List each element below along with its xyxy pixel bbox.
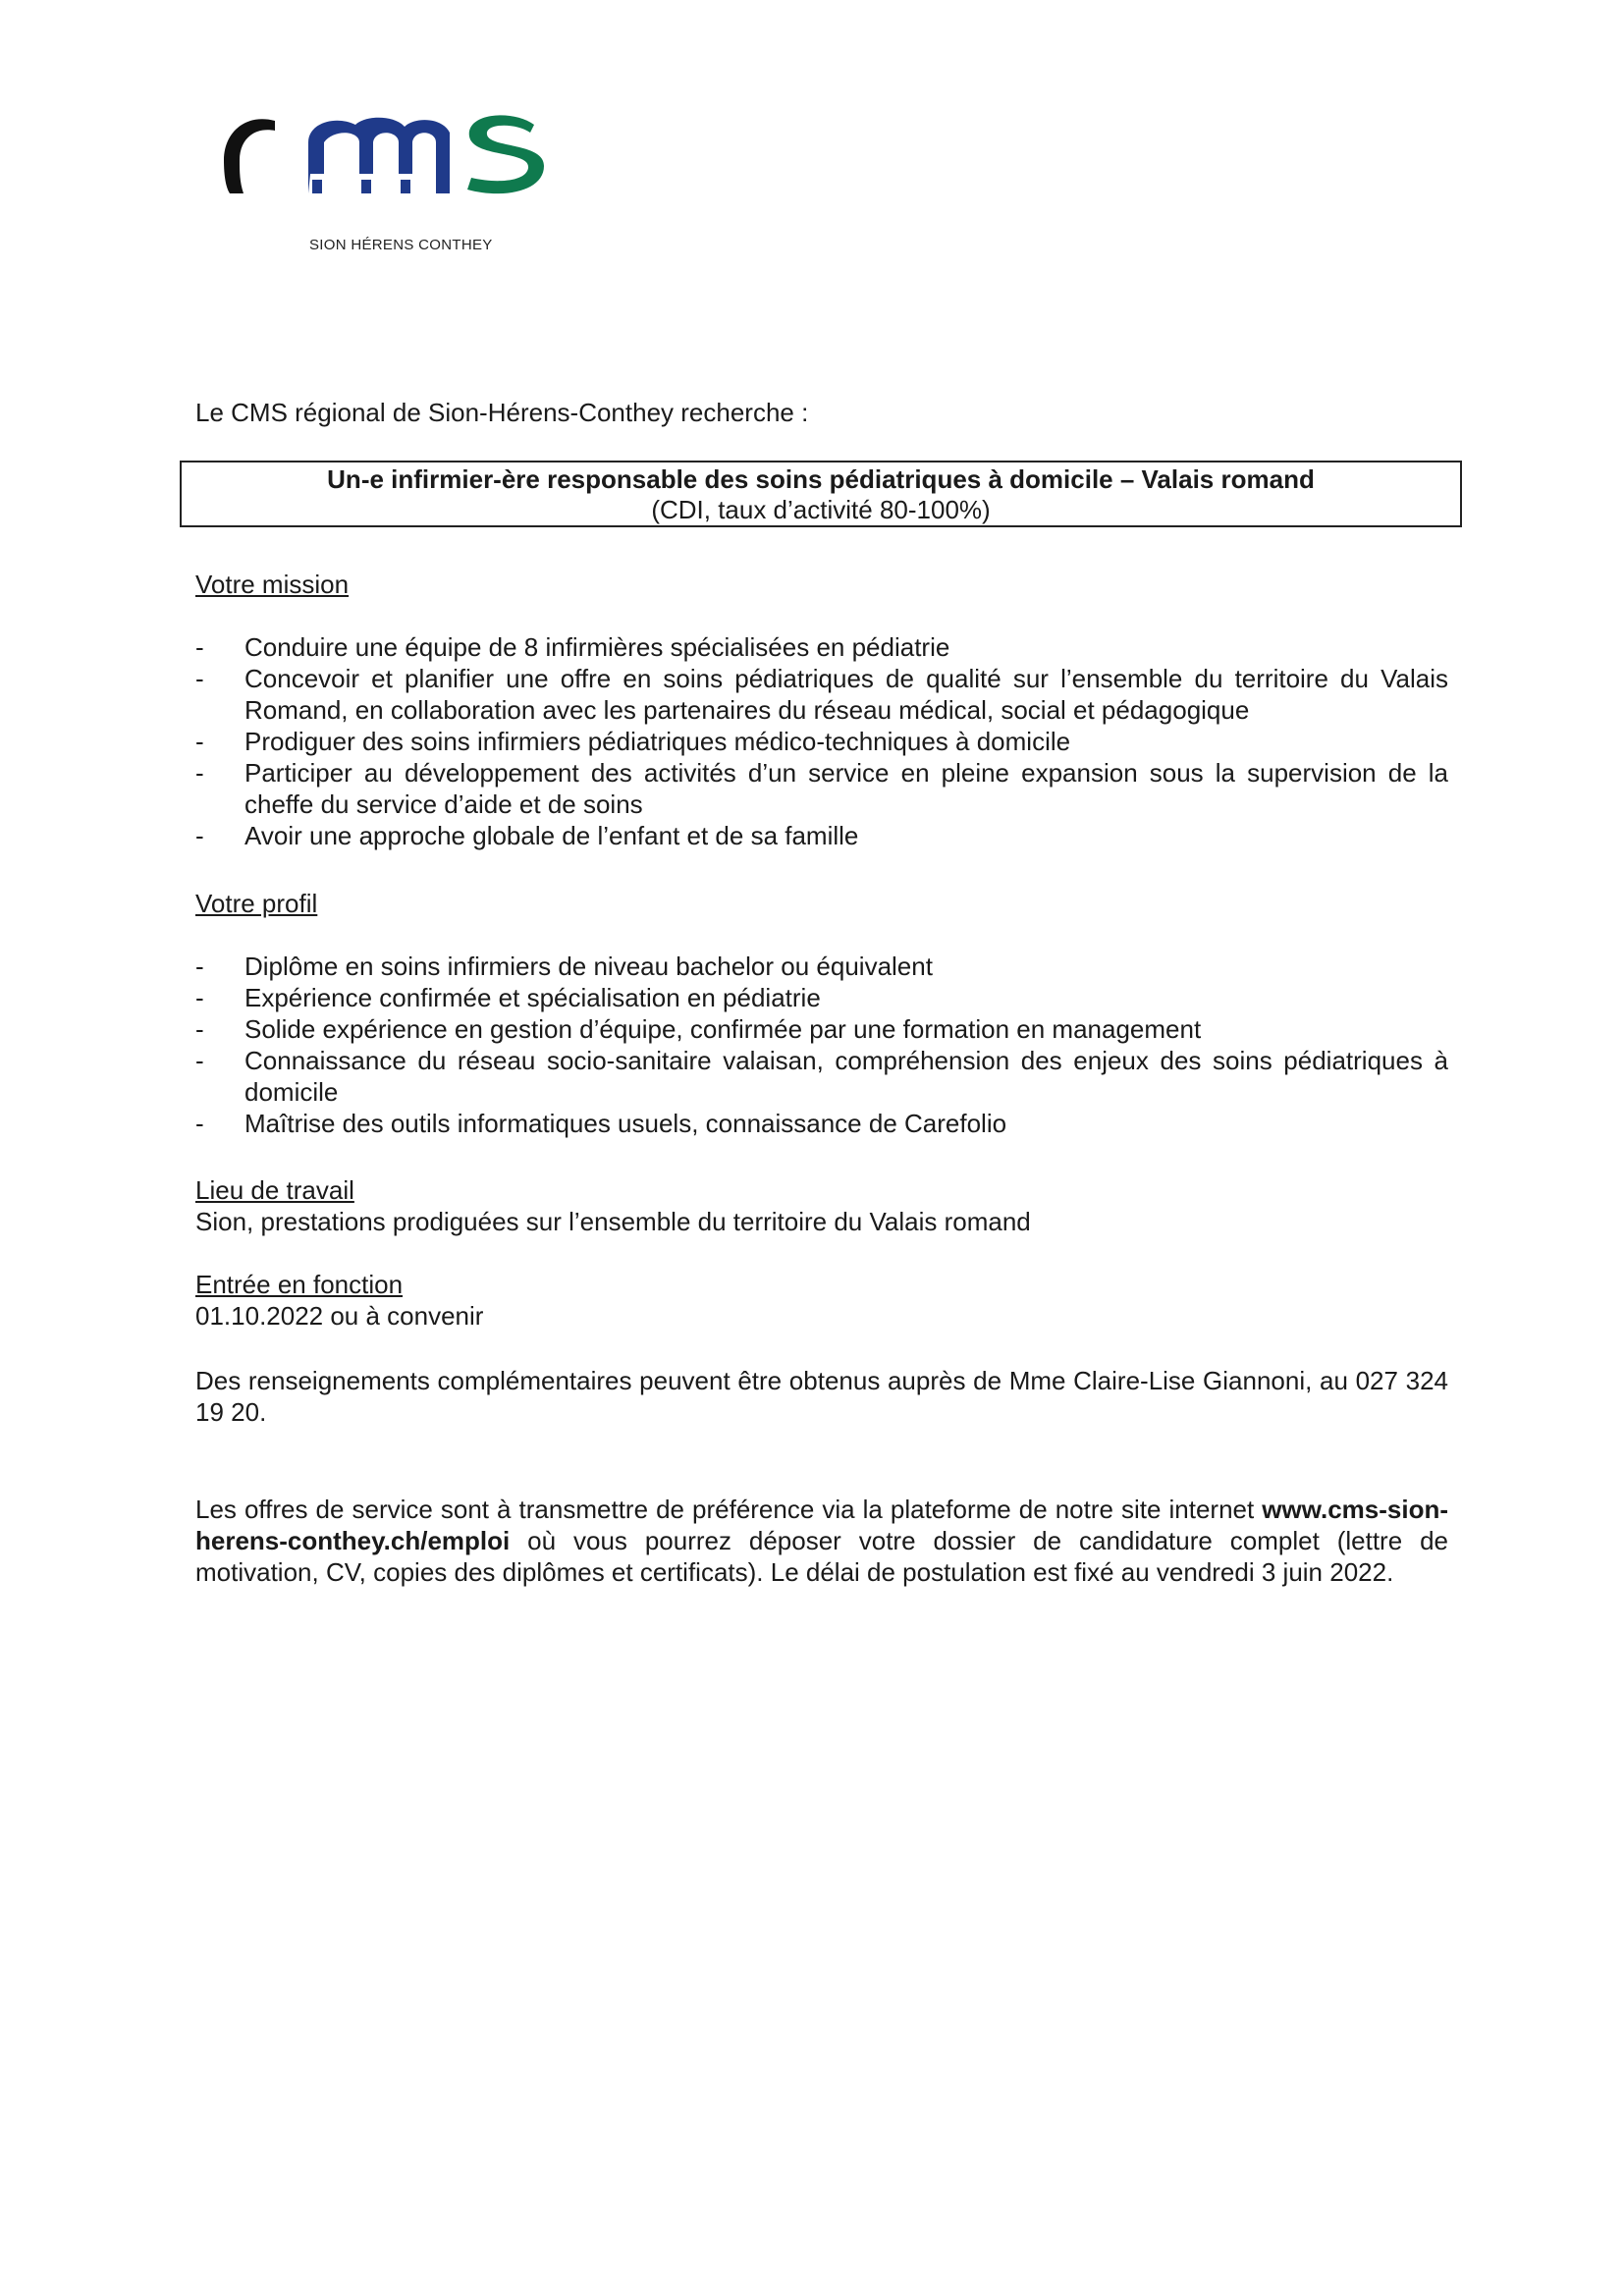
profile-item: - Maîtrise des outils informatiques usuels, connaissance de Carefolio <box>195 1109 1007 1138</box>
profile-item: - Diplôme en soins infirmiers de niveau bachelor ou équivalent <box>195 952 933 981</box>
profile-item: - Expérience confirmée et spécialisation en pédiatrie <box>195 983 821 1012</box>
workplace-text: Sion, prestations prodiguées sur l’ensemble du territoire du Valais romand <box>195 1207 1031 1236</box>
job-subtitle: (CDI, taux d’activité 80-100%) <box>651 495 991 524</box>
mission-item: - Concevoir et planifier une offre en soins pédiatriques de qualité sur l’ensemble du territoire du Valais Romand, en collaboration avec les partenaires du réseau médical, social et pédagogique <box>195 664 1448 725</box>
start-heading: Entrée en fonction <box>195 1270 404 1299</box>
mission-item: - Prodiguer des soins infirmiers pédiatriques médico-techniques à domicile <box>195 727 1071 756</box>
cms-logo-mark <box>218 103 552 201</box>
profile-item: - Solide expérience en gestion d’équipe, confirmée par une formation en management <box>195 1014 1202 1044</box>
mission-heading: Votre mission <box>195 570 350 599</box>
mission-item: - Conduire une équipe de 8 infirmières spécialisées en pédiatrie <box>195 632 950 662</box>
info-text: Des renseignements complémentaires peuvent être obtenus auprès de Mme Claire-Lise Giannoni, au 027 324 19 20. <box>195 1366 1448 1427</box>
mission-section <box>195 569 1448 600</box>
mission-list <box>195 631 1448 851</box>
mission-item: - Avoir une approche globale de l’enfant et de sa famille <box>195 821 859 850</box>
application-before: Les offres de service sont à transmettre de préférence via la plateforme de notre site internet <box>195 1495 1255 1524</box>
start-section <box>195 1269 1448 1332</box>
job-title-box <box>180 461 1462 527</box>
start-text: 01.10.2022 ou à convenir <box>195 1301 484 1331</box>
job-title: Un-e infirmier-ère responsable des soins pédiatriques à domicile – Valais romand <box>327 464 1315 494</box>
profile-list <box>195 951 1448 1139</box>
workplace-heading: Lieu de travail <box>195 1175 354 1205</box>
application-after: où vous pourrez déposer votre dossier de candidature complet (lettre de motivation, CV, copies des diplômes et certificats). Le délai de postulation est fixé au vendredi 3 juin 2022. <box>195 1526 1448 1587</box>
application-url-link[interactable]: www.cms-sion-herens-conthey.ch/emploi <box>195 1495 1448 1555</box>
mission-item: - Participer au développement des activités d’un service en pleine expansion sous la supervision de la cheffe du service d’aide et de soins <box>195 758 1448 819</box>
profile-heading: Votre profil <box>195 889 318 918</box>
workplace-section <box>195 1174 1448 1237</box>
profile-section <box>195 888 1448 919</box>
intro-text: Le CMS régional de Sion-Hérens-Conthey recherche : <box>195 398 809 427</box>
application-text <box>195 1494 1448 1588</box>
logo-caption: SION HÉRENS CONTHEY <box>309 237 493 253</box>
profile-item: - Connaissance du réseau socio-sanitaire valaisan, compréhension des enjeux des soins pédiatriques à domicile <box>195 1046 1448 1107</box>
